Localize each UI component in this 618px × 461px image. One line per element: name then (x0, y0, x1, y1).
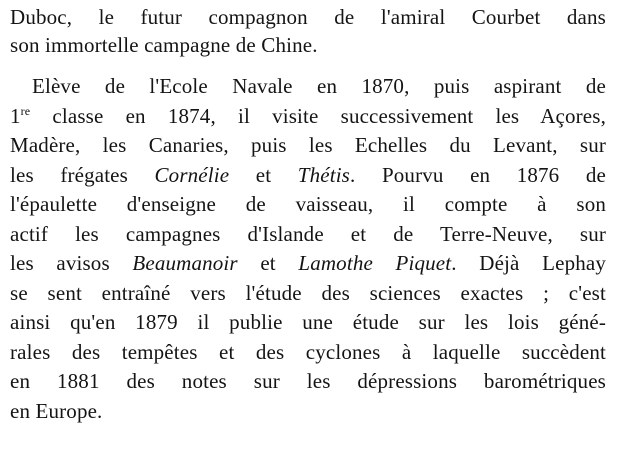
ship-name-italic: Cornélie (154, 163, 230, 187)
text-line (0, 71, 618, 101)
text-span: 1 (10, 104, 21, 128)
text-span: et (229, 163, 298, 187)
text-span: son immortelle campagne de Chine. (10, 33, 318, 57)
text-line (0, 130, 618, 160)
text-line-content (10, 396, 102, 426)
text-line (0, 366, 618, 396)
text-line-content (10, 337, 606, 367)
text-line-content (10, 189, 606, 219)
text-line (0, 307, 618, 337)
text-line (0, 278, 618, 308)
text-line (0, 396, 618, 426)
ship-name-italic: Thétis (297, 163, 351, 187)
text-line-content (10, 101, 606, 131)
text-line-content (10, 366, 606, 396)
text-line-content (32, 71, 606, 101)
text-line (0, 189, 618, 219)
text-span: en Europe. (10, 399, 103, 423)
text-span: les frégates (10, 163, 155, 187)
text-line (0, 160, 618, 190)
text-line-content (10, 130, 606, 160)
text-span: l'épaulette d'enseigne de vaisseau, il compte à son (10, 192, 606, 216)
text-line-content (10, 219, 606, 249)
text-span: Madère, les Canaries, puis les Echelles du Levant, sur (10, 133, 606, 157)
text-span: ainsi qu'en 1879 il publie une étude sur les lois géné- (10, 310, 606, 334)
ship-name-italic: Lamothe Piquet (298, 251, 452, 275)
text-line-content (10, 307, 606, 337)
text-line-content (10, 160, 606, 190)
ship-name-italic: Beaumanoir (132, 251, 238, 275)
text-span: rales des tempêtes et des cyclones à laquelle succèdent (10, 340, 606, 364)
text-line-content (10, 2, 606, 32)
text-span: actif les campagnes d'Islande et de Terre-Neuve, sur (10, 222, 606, 246)
text-line-content (10, 248, 606, 278)
text-span: en 1881 des notes sur les dépressions barométriques (10, 369, 606, 393)
text-span: Duboc, le futur compagnon de l'amiral Courbet dans (10, 5, 606, 29)
text-line (0, 30, 618, 60)
text-line-content (10, 30, 318, 60)
text-span: . Pourvu en 1876 de (350, 163, 606, 187)
text-line (0, 248, 618, 278)
text-span: les avisos (10, 251, 133, 275)
text-line (0, 337, 618, 367)
text-line (0, 2, 618, 32)
ordinal-superscript: re (20, 104, 31, 118)
text-span: . Déjà Lephay (451, 251, 606, 275)
text-span: et (237, 251, 299, 275)
text-line (0, 101, 618, 131)
text-line (0, 219, 618, 249)
text-span: classe en 1874, il visite successivement les Açores, (30, 104, 606, 128)
text-span: se sent entraîné vers l'étude des sciences exactes ; c'est (10, 281, 606, 305)
text-span: Elève de l'Ecole Navale en 1870, puis aspirant de (32, 74, 606, 98)
text-line-content (10, 278, 606, 308)
